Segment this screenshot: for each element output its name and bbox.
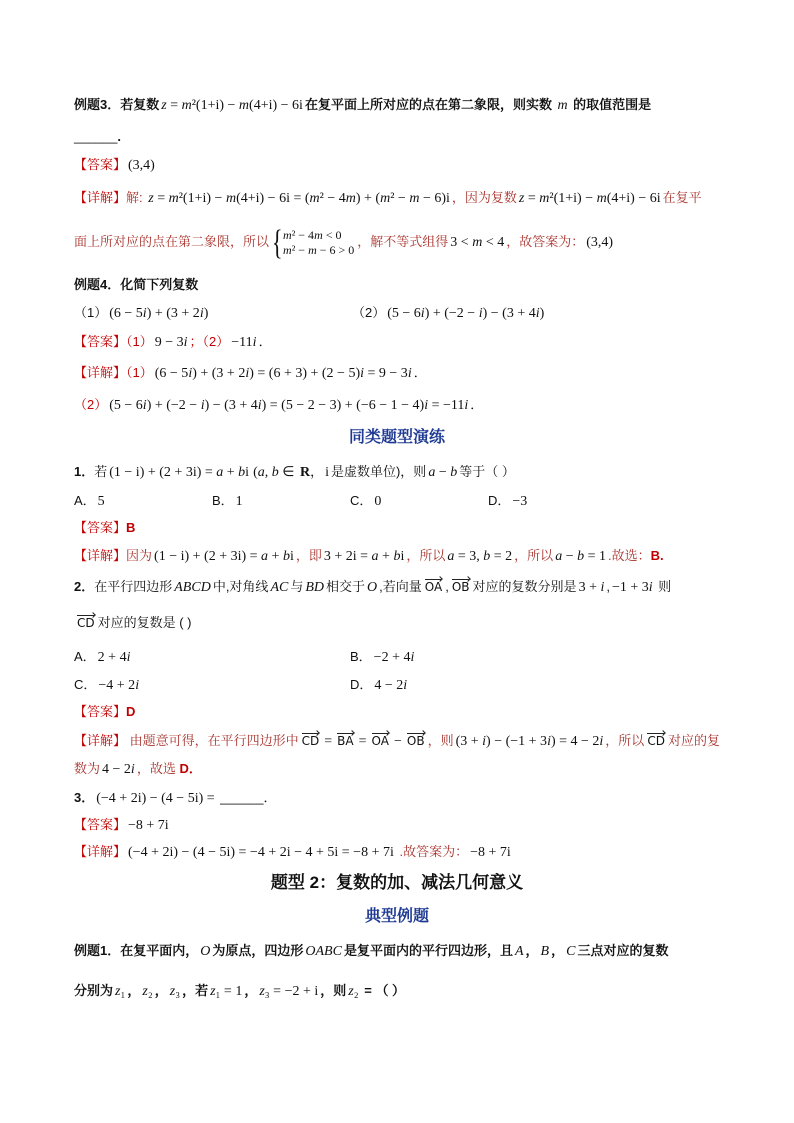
math-expression: 4 − 2i xyxy=(374,678,408,693)
math-expression xyxy=(564,944,577,959)
math-expression: 0 xyxy=(374,494,382,509)
explanation-text: ，所以 xyxy=(406,548,446,563)
math-variable: z xyxy=(348,984,354,999)
math-variable: a xyxy=(555,549,563,564)
explanation-text: ，故选 xyxy=(136,761,176,776)
answer-letter: D． xyxy=(175,761,202,776)
math-variable: m xyxy=(380,191,391,206)
math-expression: −3 xyxy=(512,494,528,509)
math-variable: m xyxy=(309,191,320,206)
math-variable: b xyxy=(483,549,491,564)
text-segment: 等于（ ） xyxy=(459,464,515,479)
math-variable: m xyxy=(557,98,568,113)
text-segment: 分别为 xyxy=(74,983,114,998)
answer-letter: D xyxy=(126,704,136,719)
math-variable: i xyxy=(257,398,262,413)
math-variable: O xyxy=(367,580,378,595)
text-segment: B． xyxy=(350,649,372,664)
question-2-stem xyxy=(74,577,671,597)
math-variable: i xyxy=(424,398,429,413)
math-expression xyxy=(268,580,290,595)
example-3-explanation-line xyxy=(74,188,702,208)
math-expression: 3 < m < 4 xyxy=(450,235,505,250)
text-segment: 中,对角线 xyxy=(212,579,269,594)
math-variable: m xyxy=(181,98,192,113)
math-expression xyxy=(198,944,212,959)
math-variable: b xyxy=(393,549,401,564)
math-variable: a xyxy=(261,549,269,564)
question-1-choice-b xyxy=(212,491,245,511)
math-variable: b xyxy=(577,549,585,564)
inequality-row: { m² − 4m < 0 xyxy=(283,227,342,242)
label-text: 【答案】 xyxy=(74,704,127,719)
text-segment: 是虚数单位)，则 xyxy=(330,464,427,479)
math-expression: (5 − 6i) + (−2 − i) − (3 + 4i) xyxy=(387,306,545,321)
math-variable: z xyxy=(161,98,167,113)
text-segment: （1） xyxy=(74,305,108,320)
math-variable: A xyxy=(514,944,524,959)
text-segment: 在平行四边形 xyxy=(94,579,173,594)
math-variable: i xyxy=(535,306,540,321)
math-expression: 3 + i xyxy=(578,580,605,595)
text-segment: 是复平面内的平行四边形，且 xyxy=(343,943,513,958)
math-expression: = xyxy=(358,734,367,749)
math-variable: ABCD xyxy=(174,580,211,595)
question-2-choice-b xyxy=(350,647,416,667)
example-4-answer xyxy=(74,332,272,352)
math-variable: i xyxy=(135,678,140,693)
answer-letter: B xyxy=(126,520,136,535)
text-segment: ． xyxy=(258,334,272,349)
label-text: 【答案】 xyxy=(74,520,127,535)
math-variable: i xyxy=(245,366,250,381)
math-symbol: R xyxy=(299,465,311,480)
example-4-part-2 xyxy=(352,303,546,323)
text-segment: ． xyxy=(263,790,277,805)
explanation-text: ，解不等式组得 xyxy=(357,234,449,249)
vector-notation: OA xyxy=(371,734,389,748)
text-segment: 对应的复数分别是 xyxy=(472,579,577,594)
math-expression: a = 3, b = 2 xyxy=(447,549,513,564)
math-variable: i xyxy=(199,306,204,321)
math-expression: (6 − 5i) + (3 + 2i) xyxy=(109,306,209,321)
text-segment: , xyxy=(606,579,610,594)
label-text: （1） xyxy=(126,365,153,380)
text-segment: ，若 xyxy=(182,983,209,998)
math-variable: b xyxy=(238,465,246,480)
example-4-title xyxy=(74,275,198,295)
label-text: 【详解】 xyxy=(74,844,127,859)
math-variable: C xyxy=(566,944,576,959)
math-variable: i xyxy=(130,762,135,777)
text-segment: 3． xyxy=(74,790,95,805)
math-expression: (3,4) xyxy=(586,235,614,250)
example-4-explanation-line xyxy=(74,395,483,415)
vector-notation: OA xyxy=(424,580,443,594)
question-2-choice-a xyxy=(74,647,132,667)
math-variable: a xyxy=(447,549,455,564)
math-variable: i xyxy=(599,734,604,749)
label-text: 【答案】 xyxy=(74,817,127,832)
example-3-explanation-line xyxy=(74,224,615,260)
text-segment: C． xyxy=(74,677,97,692)
text-segment: （2） xyxy=(352,305,386,320)
inequality-row: m² − m − 6 > 0 xyxy=(283,242,355,257)
vector-notation: CD xyxy=(647,734,665,748)
math-expression xyxy=(539,944,552,959)
math-variable: i xyxy=(464,398,469,413)
question-1-choice-a xyxy=(74,491,107,511)
question-2-answer xyxy=(74,702,135,722)
math-expression: = xyxy=(324,734,333,749)
explanation-text: 数为 xyxy=(74,761,101,776)
math-variable: i xyxy=(142,398,147,413)
math-variable: z xyxy=(518,191,525,206)
math-expression: z = m²(1+i) − m(4+i) − 6i xyxy=(161,98,303,113)
math-variable: i xyxy=(648,580,653,595)
text-segment: 对应的复数是 ( ) xyxy=(97,615,192,630)
vector-notation: CD xyxy=(301,734,320,748)
math-variable: i xyxy=(407,366,412,381)
math-variable: OABC xyxy=(305,944,342,959)
practice-heading: 同类题型演练 xyxy=(348,429,445,446)
text-segment: 例题1．在复平面内， xyxy=(74,943,199,958)
text-segment: A． xyxy=(74,649,96,664)
text-segment: 1． xyxy=(74,464,95,479)
question-2-explanation xyxy=(74,731,720,751)
text-segment: 例题3．若复数 xyxy=(74,97,160,112)
explanation-text: ，因为复数 xyxy=(451,190,517,205)
vector-notation: OB xyxy=(451,580,470,594)
text-segment: 若 xyxy=(94,464,108,479)
math-expression xyxy=(303,580,326,595)
example-3-answer xyxy=(74,155,157,175)
math-expression xyxy=(172,580,213,595)
math-expression xyxy=(552,98,573,113)
question-2-choice-c xyxy=(74,675,141,695)
math-expression: (−4 + 2i) − (4 − 5i) = xyxy=(96,791,219,806)
example-1-question xyxy=(74,981,405,1001)
math-variable: b xyxy=(271,465,279,480)
question-2-explanation xyxy=(74,759,202,779)
explanation-text: .故选： xyxy=(608,548,651,563)
text-segment: C． xyxy=(350,493,373,508)
math-expression: z₃ = −2 + i xyxy=(259,984,319,999)
explanation-text: 由题意可得，在平行四边形中 xyxy=(126,733,299,748)
math-variable: m xyxy=(238,98,250,113)
math-variable: i xyxy=(482,734,487,749)
text-segment: 则 xyxy=(654,579,672,594)
math-expression: −1 + 3i xyxy=(611,580,653,595)
vector-notation: BA xyxy=(337,734,354,748)
text-segment: 为原点，四边形 xyxy=(212,943,304,958)
math-expression: z = m²(1+i) − m(4+i) − 6i xyxy=(518,191,661,206)
math-variable: i xyxy=(252,335,257,350)
math-variable: m xyxy=(345,191,356,206)
math-expression: (−4 + 2i) − (4 − 5i) = −4 + 2i − 4 + 5i = −8 + 7i xyxy=(128,845,394,860)
question-1-stem xyxy=(74,462,515,482)
example-4-part-1 xyxy=(74,303,210,323)
math-expression: 9 − 3i xyxy=(154,335,188,350)
answer-blank: ______ xyxy=(220,790,264,805)
math-expression: (1 − i) + (2 + 3i) = a + bi xyxy=(109,465,250,480)
math-variable: i xyxy=(142,306,147,321)
math-expression: (3,4) xyxy=(128,158,155,173)
math-variable: a xyxy=(216,465,224,480)
math-variable: a xyxy=(371,549,379,564)
math-variable: z xyxy=(148,191,154,206)
text-segment: ,若向量 xyxy=(379,579,422,594)
math-expression: z₂ xyxy=(142,984,153,999)
math-expression: a − b xyxy=(428,465,458,480)
inequality-system xyxy=(272,228,354,258)
label-text: ；（2） xyxy=(189,334,230,349)
math-variable: a xyxy=(428,465,436,480)
text-segment: ， xyxy=(244,983,258,998)
math-expression xyxy=(513,944,526,959)
explanation-text: ，故答案为： xyxy=(506,234,585,249)
math-variable: m xyxy=(283,242,292,257)
text-segment: ， xyxy=(551,943,565,958)
question-2-stem xyxy=(74,613,192,633)
math-variable: i xyxy=(188,366,193,381)
text-segment: A． xyxy=(74,493,96,508)
text-segment: ，则 xyxy=(320,983,347,998)
math-variable: AC xyxy=(270,580,289,595)
explanation-text: ，则 xyxy=(427,733,454,748)
math-variable: z xyxy=(169,984,176,999)
question-3-stem xyxy=(74,788,277,808)
math-expression: z₃ xyxy=(169,984,181,999)
question-1-choice-c xyxy=(350,491,383,511)
math-variable: i xyxy=(200,398,205,413)
section-heading-type-2: 题型 2：复数的加、减法几何意义 xyxy=(270,873,524,892)
math-variable: m xyxy=(283,227,292,242)
text-segment: ， xyxy=(525,943,539,958)
math-variable: m xyxy=(168,191,179,206)
math-expression: 4 − 2i xyxy=(102,762,135,777)
text-segment: ． xyxy=(470,397,484,412)
text-segment: = （ ） xyxy=(360,983,406,998)
math-expression: −8 + 7i xyxy=(128,818,169,833)
text-segment: B． xyxy=(212,493,234,508)
math-variable: z xyxy=(210,984,216,999)
math-variable: z xyxy=(142,984,148,999)
vector-notation: OB xyxy=(406,734,425,748)
math-variable: m xyxy=(539,191,550,206)
math-expression: (6 − 5i) + (3 + 2i) = (6 + 3) + (2 − 5)i = 9 − 3i xyxy=(154,366,412,381)
explanation-text: ，所以 xyxy=(514,548,554,563)
question-3-answer xyxy=(74,815,171,835)
label-text: 【答案】 xyxy=(74,157,127,172)
math-variable: b xyxy=(450,465,458,480)
math-variable: m xyxy=(225,191,237,206)
example-3-question xyxy=(74,95,651,115)
math-variable: i xyxy=(183,335,188,350)
math-variable: BD xyxy=(305,580,325,595)
vector-notation: CD xyxy=(77,616,95,630)
math-expression: (1 − i) + (2 + 3i) = a + bi xyxy=(154,549,294,564)
math-variable: i xyxy=(547,734,551,749)
label-text: （2） xyxy=(74,397,108,412)
math-variable: O xyxy=(200,944,211,959)
text-segment: 在复平面上所对应的点在第二象限，则实数 xyxy=(304,97,552,112)
text-segment: . xyxy=(117,129,122,144)
math-variable: z xyxy=(115,984,121,999)
text-segment: ， xyxy=(154,983,168,998)
math-variable: i xyxy=(478,306,483,321)
math-variable: m xyxy=(314,227,323,242)
explanation-text: 因为 xyxy=(126,548,153,563)
math-expression: −8 + 7i xyxy=(470,845,511,860)
math-variable: z xyxy=(259,984,265,999)
text-segment: 的取值范围是 xyxy=(573,97,652,112)
explanation-text: ，所以 xyxy=(605,733,645,748)
math-variable: m xyxy=(308,242,317,257)
text-segment: , xyxy=(445,579,449,594)
math-expression: z₁ xyxy=(115,984,126,999)
answer-letter: B. xyxy=(650,548,664,563)
math-expression: 1 xyxy=(235,494,243,509)
question-1-choice-d xyxy=(488,491,529,511)
text-segment: D． xyxy=(488,493,511,508)
text-segment: 2． xyxy=(74,579,95,594)
explanation-text: 面上所对应的点在第二象限，所以 xyxy=(74,234,270,249)
math-expression xyxy=(365,580,379,595)
math-variable: i xyxy=(126,650,131,665)
math-variable: m xyxy=(409,191,420,206)
text-segment: ． xyxy=(413,365,427,380)
math-variable: m xyxy=(596,191,607,206)
explanation-text: ，即 xyxy=(295,548,322,563)
math-expression: a − b = 1 xyxy=(555,549,606,564)
label-text: 【详解】 xyxy=(74,365,127,380)
answer-blank: ______ xyxy=(74,129,118,144)
text-segment: 三点对应的复数 xyxy=(577,943,669,958)
explanation-text: 解: xyxy=(126,190,147,205)
text-segment: ， xyxy=(127,983,141,998)
label-text: 【详解】 xyxy=(74,190,127,205)
text-segment: 例题4．化简下列复数 xyxy=(74,277,199,292)
math-variable: a xyxy=(257,465,265,480)
math-expression: (5 − 6i) + (−2 − i) − (3 + 4i) = (5 − 2 − 3) + (−6 − 1 − 4)i = −11i xyxy=(109,398,469,413)
question-1-explanation xyxy=(74,546,664,566)
math-expression: −11i xyxy=(231,335,257,350)
label-text: 【答案】 xyxy=(74,334,127,349)
example-3-answer-blank-line xyxy=(74,127,121,147)
math-expression: 2 + 4i xyxy=(97,650,131,665)
explanation-text: 在复平 xyxy=(662,190,702,205)
math-expression: − xyxy=(393,734,402,749)
math-variable: i xyxy=(410,650,415,665)
question-2-choice-d xyxy=(350,675,409,695)
math-expression: i xyxy=(325,465,329,480)
explanation-text: .故答案为： xyxy=(395,844,469,859)
text-segment: 与 xyxy=(290,579,304,594)
math-variable: i xyxy=(403,678,408,693)
label-text: 【详解】 xyxy=(74,548,127,563)
math-variable: i xyxy=(420,306,425,321)
explanation-text: 对应的复 xyxy=(667,733,720,748)
text-segment: ， xyxy=(310,464,324,479)
math-variable: B xyxy=(540,944,550,959)
math-expression: 5 xyxy=(97,494,105,509)
math-expression: z = m²(1+i) − m(4+i) − 6i = (m² − 4m) + (m² − m − 6)i xyxy=(148,191,450,206)
math-expression: z₂ xyxy=(348,984,359,999)
example-4-explanation-line xyxy=(74,363,427,383)
label-text: 【详解】 xyxy=(74,733,127,748)
math-expression: (a, b ∈ xyxy=(253,465,298,480)
math-expression xyxy=(303,944,344,959)
math-expression: z₁ = 1 xyxy=(210,984,243,999)
math-expression: −2 + 4i xyxy=(373,650,415,665)
text-segment: D． xyxy=(350,677,373,692)
question-1-answer xyxy=(74,518,135,538)
label-text: （1） xyxy=(126,334,153,349)
math-expression: 3 + 2i = a + bi xyxy=(323,549,405,564)
math-variable: b xyxy=(282,549,290,564)
math-expression: (3 + i) − (−1 + 3i) = 4 − 2i xyxy=(455,734,604,749)
example-1-question xyxy=(74,941,668,961)
text-segment: 相交于 xyxy=(326,579,366,594)
typical-examples-heading: 典型例题 xyxy=(364,908,429,925)
math-variable: m xyxy=(472,235,483,250)
math-variable: i xyxy=(600,580,605,595)
math-expression: −4 + 2i xyxy=(98,678,140,693)
math-variable: i xyxy=(360,366,365,381)
question-3-explanation xyxy=(74,842,513,862)
